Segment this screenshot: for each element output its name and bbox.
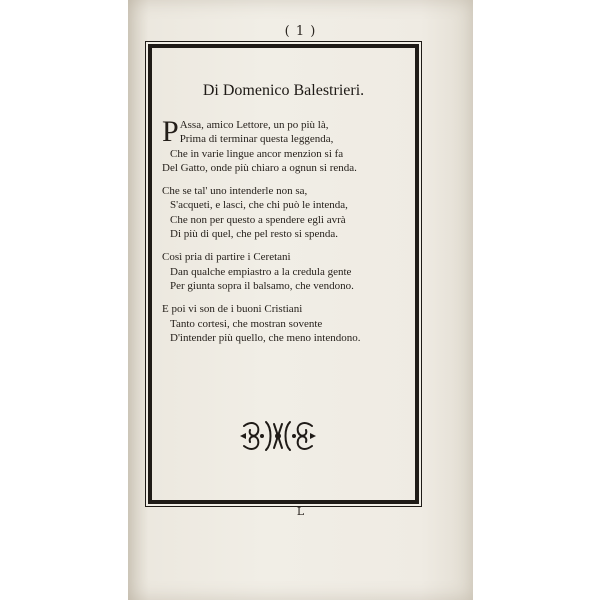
poem-line: Per giunta sopra il balsamo, che vendono.	[170, 279, 354, 292]
stanza-2	[162, 184, 408, 241]
poem-line: Assa, amico Lettore, un po più là,	[179, 119, 329, 131]
poem-line: Che non per questo a spendere egli avrà	[170, 213, 346, 226]
poem-line: Così pria di partire i Ceretani	[162, 251, 291, 264]
poem-line: D'intender più quello, che meno intendono.	[170, 331, 361, 344]
page-number: ( 1 )	[284, 24, 317, 39]
text-border-frame	[148, 44, 419, 504]
poem-line: Di più di quel, che pel resto si spenda.	[170, 228, 339, 241]
poem	[162, 115, 408, 354]
fleuron-ornament-icon	[238, 418, 318, 454]
signature-mark: L	[296, 505, 305, 518]
drop-cap: P	[162, 115, 179, 148]
poem-line: Che se tal' uno intenderle non sa,	[162, 185, 308, 198]
poem-line: Dan qualche empiastro a la credula gente	[170, 265, 352, 278]
stanza-3	[162, 250, 408, 293]
poem-line: S'acqueti, e lasci, che chi può le intenda,	[170, 199, 348, 212]
stanza-1	[162, 115, 408, 175]
stanza-4	[162, 302, 408, 345]
book-page	[128, 0, 473, 600]
poem-line: E poi vi son de i buoni Cristiani	[162, 303, 303, 316]
poem-line: Prima di terminar questa leggenda,	[179, 133, 334, 146]
poem-line: Che in varie lingue ancor menzion si fa	[170, 147, 344, 160]
poem-line: Del Gatto, onde più chiaro a ognun si renda.	[162, 161, 357, 174]
page-title: Di Domenico Balestrieri.	[202, 82, 365, 99]
poem-line: Tanto cortesi, che mostran sovente	[170, 317, 323, 330]
